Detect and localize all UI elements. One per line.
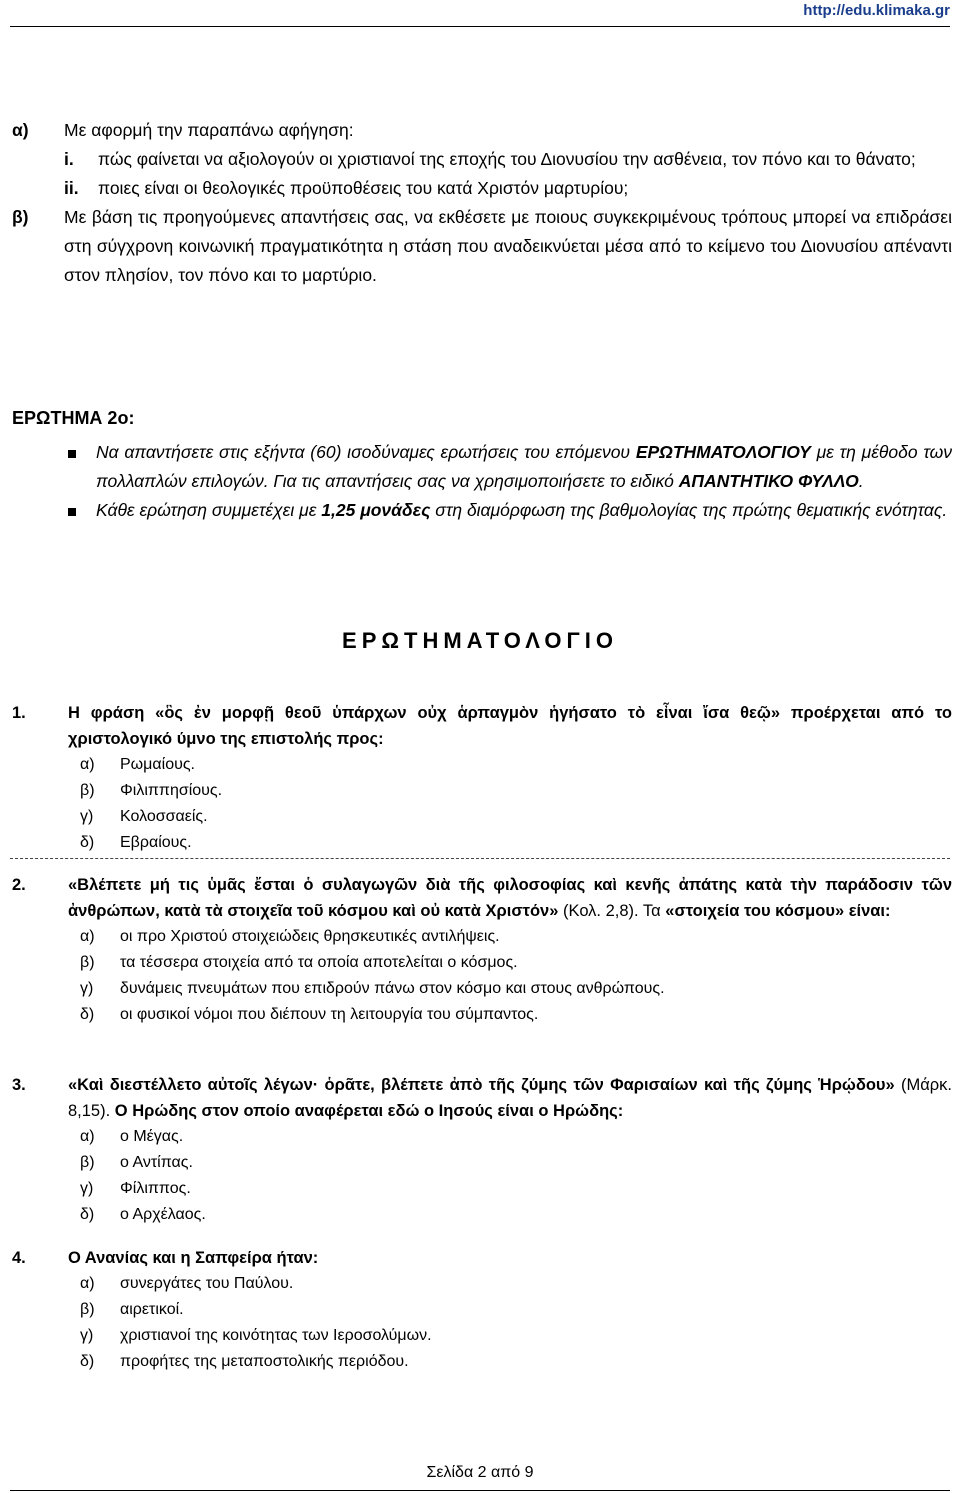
- beta-row: [12, 203, 952, 290]
- question-number: 1.: [12, 704, 26, 722]
- option-c[interactable]: γ) Φίλιππος.: [80, 1180, 191, 1197]
- question-text: Η φράση «ὃς ἐν μορφῇ θεοῦ ὑπάρχων οὐχ ἁρπαγμὸν ἡγήσατο τὸ εἶναι ἴσα θεῷ» προέρχεται από το χριστολογικό ύμνο της επιστολής προς:: [68, 704, 952, 748]
- bullet1-text-e: .: [858, 471, 864, 491]
- bullet1-text-b: ΕΡΩΤΗΜΑΤΟΛΟΓΙΟΥ: [635, 442, 811, 462]
- option-b[interactable]: β) τα τέσσερα στοιχεία από τα οποία αποτελείται ο κόσμος.: [80, 954, 518, 971]
- instruction-bullets: [12, 438, 952, 525]
- option-d[interactable]: δ) ο Αρχέλαος.: [80, 1206, 206, 1223]
- option-c[interactable]: γ) δυνάμεις πνευμάτων που επιδρούν πάνω στον κόσμο και στους ανθρώπους.: [80, 980, 665, 997]
- option-a[interactable]: α) Ρωμαίους.: [80, 756, 195, 773]
- question2-section: [12, 404, 952, 525]
- intro-section: [12, 116, 952, 290]
- option-d[interactable]: δ) οι φυσικοί νόμοι που διέπουν τη λειτουργία του σύμπαντος.: [80, 1006, 539, 1023]
- question-2: [12, 872, 952, 1028]
- header-rule: [10, 26, 950, 27]
- header-url-link[interactable]: http://edu.klimaka.gr: [803, 2, 950, 19]
- question-text: «Βλέπετε μή τις ὑμᾶς ἔσται ὁ συλαγωγῶν διὰ τῆς φιλοσοφίας καὶ κενῆς ἀπάτης κατὰ τὴν παράδοσιν τῶν ἀνθρώπων, κατὰ τὰ στοιχεῖα τοῦ κόσμου καὶ οὐ κατὰ Χριστόν» (Κολ. 2,8). Τα «στοιχεία του κόσμου» είναι:: [68, 876, 952, 920]
- alpha-text: Με αφορμή την παραπάνω αφήγηση:: [64, 120, 354, 140]
- option-a[interactable]: α) οι προ Χριστού στοιχειώδεις θρησκευτικές αντιλήψεις.: [80, 928, 500, 945]
- options-list: [80, 1124, 952, 1228]
- question-4: [12, 1245, 952, 1375]
- sub-text-ii: ποιες είναι οι θεολογικές προϋποθέσεις του κατά Χριστόν μαρτυρίου;: [98, 178, 629, 198]
- question-number: 2.: [12, 876, 26, 894]
- square-bullet-icon: [68, 496, 82, 525]
- option-b[interactable]: β) ο Αντίπας.: [80, 1154, 193, 1171]
- question-number: 4.: [12, 1249, 26, 1267]
- square-bullet-icon: [68, 438, 82, 496]
- options-list: [80, 924, 952, 1028]
- bullet1-text-d: ΑΠΑΝΤΗΤΙΚΟ ΦΥΛΛΟ: [678, 471, 859, 491]
- option-c[interactable]: γ) χριστιανοί της κοινότητας των Ιεροσολύμων.: [80, 1327, 432, 1344]
- bullet2-text-c: στη διαμόρφωση της βαθμολογίας της πρώτης θεματικής ενότητας.: [435, 500, 948, 520]
- beta-text: Με βάση τις προηγούμενες απαντήσεις σας, να εκθέσετε με ποιους συγκεκριμένους τρόπους μπορεί να επιδράσει στη σύγχρονη κοινωνική πραγματικότητα η στάση που αναδεικνύεται μέσα από το κείμενο του Διονυσίου απέναντι στον πλησίον, τον πόνο και το μαρτύριο.: [64, 207, 952, 285]
- question-1: [12, 700, 952, 856]
- question-divider: [10, 858, 950, 859]
- sub-row-ii: [12, 174, 952, 203]
- bullet1-text-c: με τη μέθοδο των πολλαπλών επιλογών. Για τις απαντήσεις σας να χρησιμοποιήσετε το ειδικό: [96, 442, 952, 491]
- options-list: [80, 752, 952, 856]
- question-text: «Καὶ διεστέλλετο αὐτοῖς λέγων· ὁρᾶτε, βλέπετε ἀπὸ τῆς ζύμης τῶν Φαρισαίων καὶ τῆς ζύμης Ἡρῴδου» (Μάρκ. 8,15). Ο Ηρώδης στον οποίο αναφέρεται εδώ ο Ιησούς είναι ο Ηρώδης:: [68, 1076, 952, 1120]
- option-d[interactable]: δ) Εβραίους.: [80, 834, 192, 851]
- question-3: [12, 1072, 952, 1228]
- question2-title: ΕΡΩΤΗΜΑ 2ο:: [12, 408, 135, 428]
- question-text: Ο Ανανίας και η Σαπφείρα ήταν:: [68, 1249, 319, 1267]
- page-number: Σελίδα 2 από 9: [426, 1464, 534, 1481]
- bullet2-text-b: 1,25 μονάδες: [321, 500, 431, 520]
- options-list: [80, 1271, 952, 1375]
- sub-text-i: πώς φαίνεται να αξιολογούν οι χριστιανοί της εποχής του Διονυσίου την ασθένεια, τον πόνο και το θάνατο;: [98, 149, 916, 169]
- option-b[interactable]: β) Φιλιππησίους.: [80, 782, 223, 799]
- quiz-title: ΕΡΩΤΗΜΑΤΟΛΟΓΙΟ: [342, 628, 618, 653]
- sub-label-i: i.: [64, 149, 74, 169]
- option-d[interactable]: δ) προφήτες της μεταποστολικής περιόδου.: [80, 1353, 409, 1370]
- instruction-bullet-1: [12, 438, 952, 496]
- option-b[interactable]: β) αιρετικοί.: [80, 1301, 184, 1318]
- instruction-bullet-2: [12, 496, 952, 525]
- bullet1-text-a: Να απαντήσετε στις εξήντα (60) ισοδύναμες ερωτήσεις του επόμενου: [96, 442, 631, 462]
- footer-rule: [10, 1490, 950, 1491]
- option-a[interactable]: α) συνεργάτες του Παύλου.: [80, 1275, 294, 1292]
- option-c[interactable]: γ) Κολοσσαείς.: [80, 808, 208, 825]
- alpha-label: α): [12, 120, 29, 140]
- alpha-row: [12, 116, 952, 145]
- option-a[interactable]: α) ο Μέγας.: [80, 1128, 184, 1145]
- sub-row-i: [12, 145, 952, 174]
- question-number: 3.: [12, 1076, 26, 1094]
- beta-label: β): [12, 207, 29, 227]
- bullet2-text-a: Κάθε ερώτηση συμμετέχει με: [96, 500, 317, 520]
- sub-label-ii: ii.: [64, 178, 79, 198]
